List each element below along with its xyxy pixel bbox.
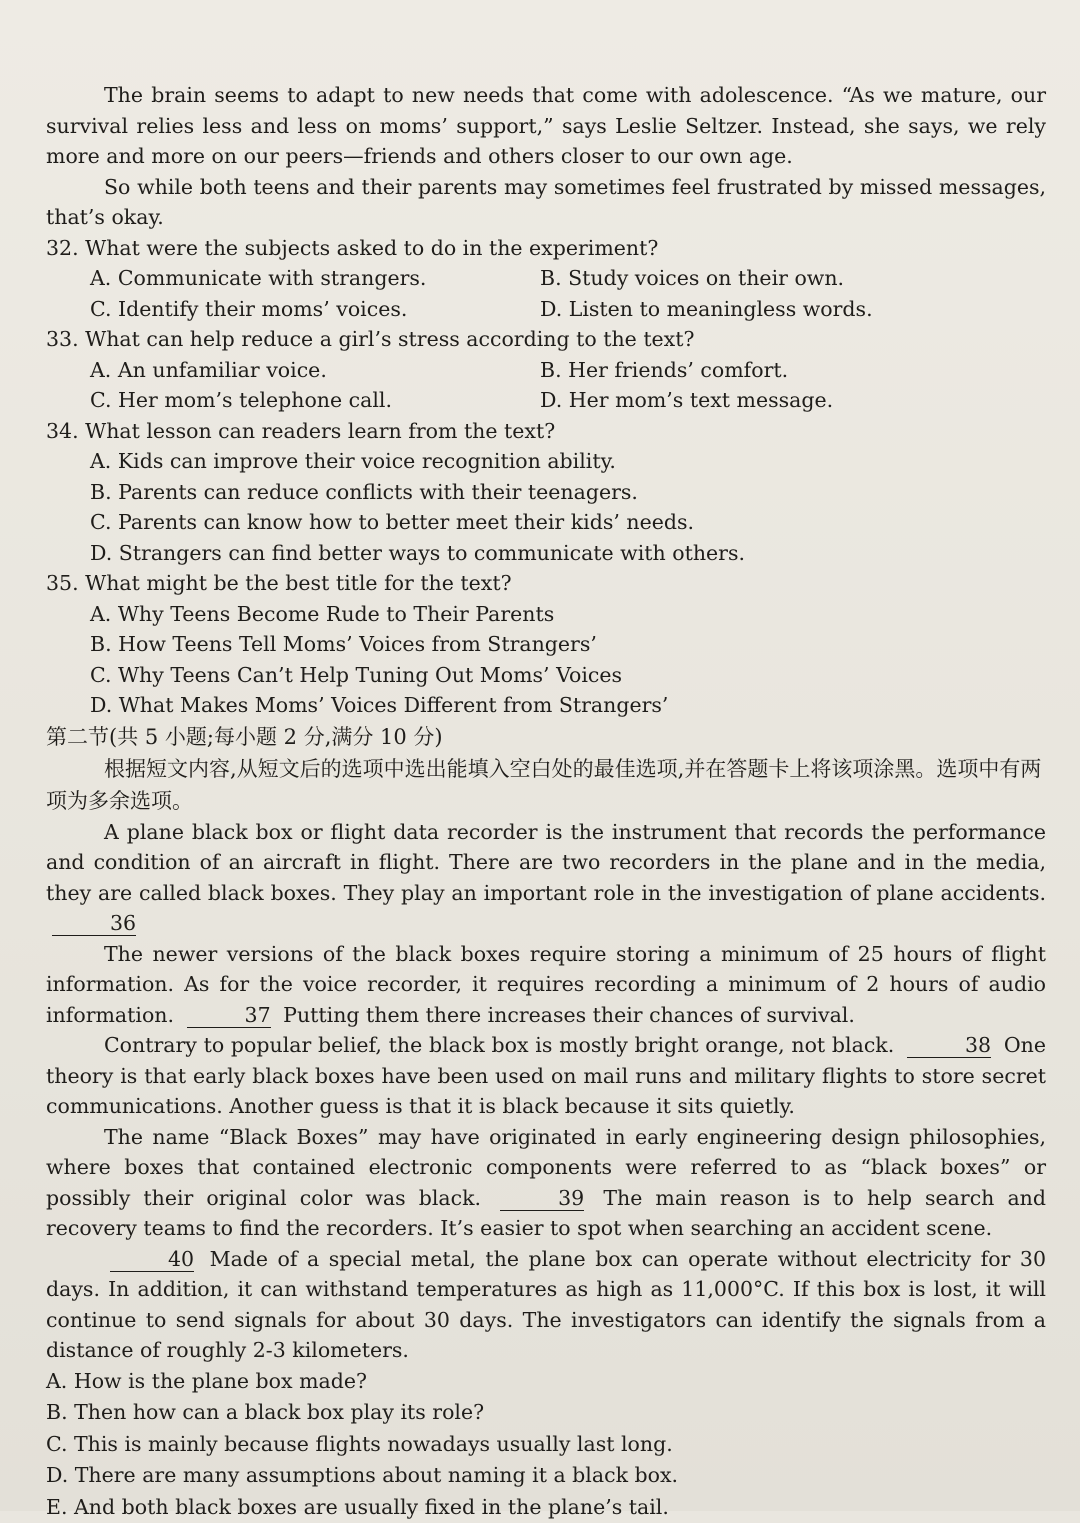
passage-paragraph-3 [46,1030,1046,1122]
question-stem: 33. What can help reduce a girl’s stress according to the text? [46,324,1046,355]
question-32 [46,233,1046,325]
question-33 [46,324,1046,416]
passage-text: A plane black box or flight data recorder is the instrument that records the performance and condition of an aircraft in flight. There are two recorders in the plane and in the media, they are called black boxes. They play an important role in the investigation of plane accidents. [46,820,1046,905]
passage-text: Made of a special metal, the plane box can operate without electricity for 30 days. In addition, it can withstand temperatures as high as 11,000°C. If this box is lost, it will continue to send signals for about 30 days. The investigators can identify the signals from a distance of roughly 2-3 kilometers. [46,1247,1046,1363]
choice-c[interactable]: C. This is mainly because flights nowadays usually last long. [46,1429,1046,1461]
blank-37[interactable]: 37 [187,1003,271,1028]
reading-paragraph-2: So while both teens and their parents may sometimes feel frustrated by missed messages, that’s okay. [46,172,1046,233]
option-c[interactable]: C. Why Teens Can’t Help Tuning Out Moms’ Voices [46,660,1046,691]
passage-text: The newer versions of the black boxes require storing a minimum of 25 hours of flight information. As for the voice recorder, it requires recording a minimum of 2 hours of audio information. [46,942,1046,1027]
blank-38[interactable]: 38 [907,1033,991,1058]
question-stem: 35. What might be the best title for the text? [46,568,1046,599]
passage-paragraph-2 [46,939,1046,1031]
passage-text: Putting them there increases their chances of survival. [283,1003,855,1027]
option-b[interactable]: B. Her friends’ comfort. [540,355,1046,386]
option-d[interactable]: D. Her mom’s text message. [540,385,1046,416]
option-c[interactable]: C. Identify their moms’ voices. [90,294,540,325]
choice-d[interactable]: D. There are many assumptions about naming it a black box. [46,1460,1046,1492]
blank-39[interactable]: 39 [500,1186,584,1211]
question-35 [46,568,1046,721]
option-a[interactable]: A. An unfamiliar voice. [90,355,540,386]
option-b[interactable]: B. How Teens Tell Moms’ Voices from Strangers’ [46,629,1046,660]
blank-36[interactable]: 36 [52,911,136,936]
reading-paragraph-1: The brain seems to adapt to new needs that come with adolescence. “As we mature, our survival relies less and less on moms’ support,” says Leslie Seltzer. Instead, she says, we rely more and more on our peers—friends and others closer to our own age. [46,80,1046,172]
passage-text: The name “Black Boxes” may have originated in early engineering design philosophies, where boxes that contained electronic components were referred to as “black boxes” or possibly their original color was black. [46,1125,1046,1210]
option-a[interactable]: A. Communicate with strangers. [90,263,540,294]
passage-paragraph-1 [46,817,1046,939]
choice-b[interactable]: B. Then how can a black box play its role? [46,1397,1046,1429]
option-d[interactable]: D. Listen to meaningless words. [540,294,1046,325]
choice-a[interactable]: A. How is the plane box made? [46,1366,1046,1398]
choice-e[interactable]: E. And both black boxes are usually fixed in the plane’s tail. [46,1492,1046,1523]
option-d[interactable]: D. What Makes Moms’ Voices Different from Strangers’ [46,690,1046,721]
section-2-header: 第二节(共 5 小题;每小题 2 分,满分 10 分) [46,721,1046,753]
option-c[interactable]: C. Her mom’s telephone call. [90,385,540,416]
option-c[interactable]: C. Parents can know how to better meet their kids’ needs. [46,507,1046,538]
blank-40[interactable]: 40 [110,1247,194,1272]
question-stem: 32. What were the subjects asked to do in the experiment? [46,233,1046,264]
option-d[interactable]: D. Strangers can find better ways to communicate with others. [46,538,1046,569]
passage-paragraph-5 [46,1244,1046,1366]
option-b[interactable]: B. Parents can reduce conflicts with their teenagers. [46,477,1046,508]
question-options [46,355,1046,416]
question-options [46,263,1046,324]
section-2-instruction: 根据短文内容,从短文后的选项中选出能填入空白处的最佳选项,并在答题卡上将该项涂黑。选项中有两项为多余选项。 [46,753,1046,817]
passage-paragraph-4 [46,1122,1046,1244]
choice-list [46,1366,1046,1523]
option-a[interactable]: A. Why Teens Become Rude to Their Parents [46,599,1046,630]
passage-text: Contrary to popular belief, the black box is mostly bright orange, not black. [104,1033,894,1057]
option-a[interactable]: A. Kids can improve their voice recognition ability. [46,446,1046,477]
question-stem: 34. What lesson can readers learn from the text? [46,416,1046,447]
question-34 [46,416,1046,569]
passage-text: One theory is that early black boxes have been used on mail runs and military flights to store secret communications. Another guess is that it is black because it sits quietly. [46,1033,1046,1118]
passage-text: The main reason is to help search and recovery teams to find the recorders. It’s easier to spot when searching an accident scene. [46,1186,1046,1241]
option-b[interactable]: B. Study voices on their own. [540,263,1046,294]
